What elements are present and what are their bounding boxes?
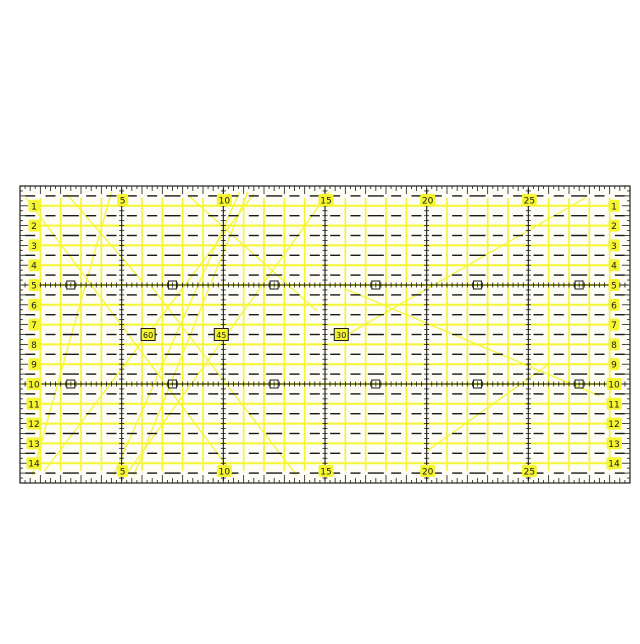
top-ruler-label: 5: [119, 196, 126, 207]
left-ruler-label: 7: [31, 321, 37, 332]
left-ruler-label: 14: [28, 459, 40, 470]
left-ruler-label: 4: [31, 261, 37, 272]
left-ruler-label: 5: [31, 281, 37, 292]
right-ruler-label: 11: [608, 400, 620, 411]
right-ruler-label: 14: [608, 459, 620, 470]
top-ruler-label: 10: [218, 196, 231, 207]
left-ruler-label: 10: [28, 380, 40, 391]
top-ruler-label: 25: [523, 196, 536, 207]
top-ruler-label: 20: [421, 196, 434, 207]
left-ruler-label: 11: [28, 400, 40, 411]
bottom-ruler-label: 25: [523, 467, 536, 478]
right-ruler-label: 12: [608, 420, 620, 431]
left-ruler-label: 8: [31, 340, 37, 351]
right-ruler-label: 6: [611, 301, 617, 312]
angle-marker-label: 45: [216, 331, 227, 340]
right-ruler-label: 10: [608, 380, 620, 391]
angle-marker-label: 30: [336, 331, 347, 340]
left-ruler-label: 12: [28, 420, 40, 431]
bottom-ruler-label: 10: [218, 467, 231, 478]
right-ruler-label: 13: [608, 439, 620, 450]
left-ruler-label: 3: [31, 241, 37, 252]
right-ruler-label: 5: [611, 281, 617, 292]
angle-marker-label: 60: [143, 331, 154, 340]
top-ruler-label: 15: [320, 196, 332, 207]
right-ruler-label: 7: [611, 321, 617, 332]
right-ruler-label: 2: [611, 222, 617, 233]
left-ruler-label: 2: [31, 222, 37, 233]
bottom-ruler-label: 5: [119, 467, 126, 478]
bottom-ruler-label: 20: [421, 467, 434, 478]
left-ruler-label: 13: [28, 439, 40, 450]
bottom-ruler-label: 15: [320, 467, 332, 478]
right-ruler-label: 3: [611, 241, 617, 252]
left-ruler-label: 6: [31, 301, 37, 312]
left-ruler-label: 1: [31, 202, 37, 213]
right-ruler-label: 4: [611, 261, 617, 272]
left-ruler-label: 9: [31, 360, 37, 371]
right-ruler-label: 8: [611, 340, 617, 351]
right-ruler-label: 1: [611, 202, 617, 213]
right-ruler-label: 9: [611, 360, 617, 371]
